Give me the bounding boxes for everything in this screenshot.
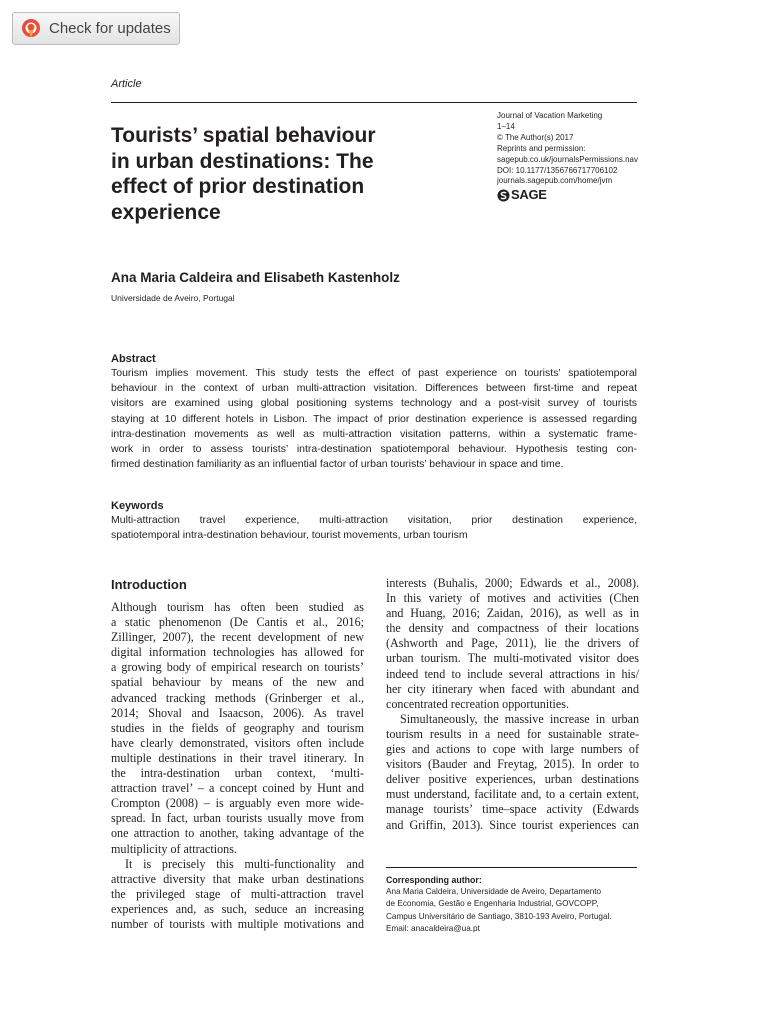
title-line: Tourists’ spatial behaviour (111, 124, 376, 147)
body-line: gies and actions to cope with large numbers of (386, 742, 639, 757)
abstract-line: staying at 10 different hotels in Lisbon. The impact of prior destination experience is assessed regarding (111, 412, 637, 425)
body-line: In this variety of motives and activities (Chen (386, 591, 639, 606)
sage-logo (497, 189, 647, 202)
article-type: Article (111, 78, 142, 90)
abstract-heading: Abstract (111, 353, 156, 365)
body-line: visitors (Bauder and Freytag, 2015). In order to (386, 757, 639, 772)
body-line: urban tourism. The multi-motivated visitor does (386, 651, 639, 666)
body-line: multiplicity of attractions. (111, 841, 237, 856)
body-line: the privileged stage of multi-attraction travel (111, 886, 364, 901)
sage-s-icon (497, 189, 510, 202)
body-line: the density and compactness of their locations (386, 621, 639, 636)
keywords-heading: Keywords (111, 500, 164, 512)
body-line: advanced tracking methods (Grinberger et al., (111, 690, 364, 705)
body-line: indeed tend to include several attractions in his/ (386, 666, 639, 681)
body-line: her city itinerary when faced with abundant and (386, 681, 639, 696)
title-line: experience (111, 200, 221, 224)
keywords-line: Multi-attraction travel experience, multi-attraction visitation, prior destination experience, (111, 514, 637, 526)
article-title (111, 123, 441, 225)
body-line: interests (Buhalis, 2000; Edwards et al., 2008). (386, 576, 639, 590)
body-line: experiences and, as such, seduce an increasing (111, 901, 364, 916)
introduction-right-column (386, 576, 639, 833)
body-line: attractive diversity that make urban destinations (111, 871, 364, 886)
corresponding-email[interactable]: Email: anacaldeira@ua.pt (386, 923, 480, 933)
corresponding-heading: Corresponding author: (386, 875, 482, 885)
body-line: concentrated recreation opportunities. (386, 696, 570, 711)
sage-wordmark: SAGE (511, 187, 547, 203)
body-line: multiple destinations in their travel itinerary. In (111, 750, 364, 765)
journal-name: Journal of Vacation Marketing (497, 111, 603, 120)
corresponding-author (386, 874, 646, 935)
abstract-line: firmed destination familiarity as an influential factor of urban tourists’ behaviour in space and time. (111, 458, 564, 471)
abstract-line: intra-destination movements as well as multi-attraction visitation patterns, within a systematic frame- (111, 427, 637, 440)
body-line: the intra-destination urban context, ‘multi- (111, 766, 364, 781)
body-line: (Ashworth and Page, 2011), lie the drivers of (386, 636, 639, 651)
journal-pages: 1–14 (497, 121, 515, 131)
affiliation: Universidade de Aveiro, Portugal (111, 293, 235, 303)
abstract-line: work in order to assess tourists’ intra-destination spatiotemporal behaviour. Hypothesis testing con- (111, 443, 637, 456)
corresponding-line: Campus Universitário de Santiago, 3810-193 Aveiro, Portugal. (386, 911, 612, 921)
introduction-heading: Introduction (111, 577, 187, 592)
journal-link[interactable]: journals.sagepub.com/home/jvm (497, 176, 613, 186)
body-line: Zillinger, 2007), the recent development of new (111, 630, 364, 645)
body-line: Crompton (2008) – is arguably even more wide- (111, 796, 364, 811)
body-line: attraction travel’ – a concept coined by Hunt and (111, 781, 364, 796)
journal-copyright: © The Author(s) 2017 (497, 132, 574, 142)
keywords-section (111, 500, 637, 543)
body-line: deliver positive experiences, urban destinations (386, 772, 639, 787)
body-line: manage tourists’ time–space activity (Edwards (386, 802, 639, 817)
title-line: in urban destinations: The (111, 149, 374, 173)
body-line: It is precisely this multi-functionality and (125, 856, 364, 871)
crossmark-icon (21, 18, 41, 40)
corresponding-rule (386, 867, 637, 868)
corresponding-line: de Economia, Gestão e Engenharia Industrial, GOVCOPP, (386, 899, 599, 909)
journal-reprints: Reprints and permission: (497, 143, 586, 153)
body-line: 2014; Shoval and Isaacson, 2006). As travel (111, 705, 364, 720)
check-for-updates-label: Check for updates (49, 20, 171, 37)
doi-link[interactable]: DOI: 10.1177/1356766717706102 (497, 165, 618, 175)
body-line: and Huang, 2016; Zaidan, 2016), as well as in (386, 606, 639, 621)
header-rule (111, 102, 637, 103)
abstract-line: behaviour in the context of urban multi-attraction visitation. Differences between first-time and repeat (111, 382, 637, 395)
check-for-updates-button[interactable] (12, 12, 180, 45)
title-line: effect of prior destination (111, 175, 365, 198)
body-line: a static phenomenon (De Cantis et al., 2016; (111, 615, 364, 630)
permissions-link[interactable]: sagepub.co.uk/journalsPermissions.nav (497, 154, 638, 164)
body-line: spread. In fact, urban tourists usually move from (111, 811, 364, 826)
abstract-section (111, 353, 637, 472)
keywords-body (111, 513, 637, 543)
authors: Ana Maria Caldeira and Elisabeth Kastenholz (111, 270, 400, 285)
body-line: spatial behaviour by means of the new and (111, 675, 364, 690)
corresponding-line: Ana Maria Caldeira, Universidade de Aveiro, Departamento (386, 887, 602, 897)
body-line: and Griffin, 2013). Since tourist experiences can (386, 817, 639, 832)
body-line: number of tourists with multiple motivations and (111, 916, 364, 931)
body-line: one attraction to another, taking advantage of the (111, 826, 364, 841)
body-line: digital information technologies has allowed for (111, 645, 364, 660)
body-line: Although tourism has often been studied as (111, 600, 364, 614)
body-line: a growing body of empirical research on tourists’ (111, 660, 364, 675)
introduction-left-column (111, 600, 364, 932)
abstract-line: Tourism implies movement. This study tests the effect of past experience on tourists’ spatiotemporal (111, 367, 637, 379)
journal-meta (497, 111, 647, 202)
body-line: have clearly demonstrated, visitors often include (111, 735, 364, 750)
abstract-body (111, 366, 637, 472)
body-line: must understand, facilitate and, to a certain extent, (386, 787, 639, 802)
body-line: studies in the fields of geography and tourism (111, 720, 364, 735)
body-line: tourism results in a need for sustainable strate- (386, 726, 639, 741)
body-line: Simultaneously, the massive increase in urban (400, 711, 639, 726)
abstract-line: visitors are examined using global positioning systems technology and a post-visit survey of tourists (111, 397, 637, 410)
keywords-line: spatiotemporal intra-destination behaviour, tourist movements, urban tourism (111, 529, 468, 542)
